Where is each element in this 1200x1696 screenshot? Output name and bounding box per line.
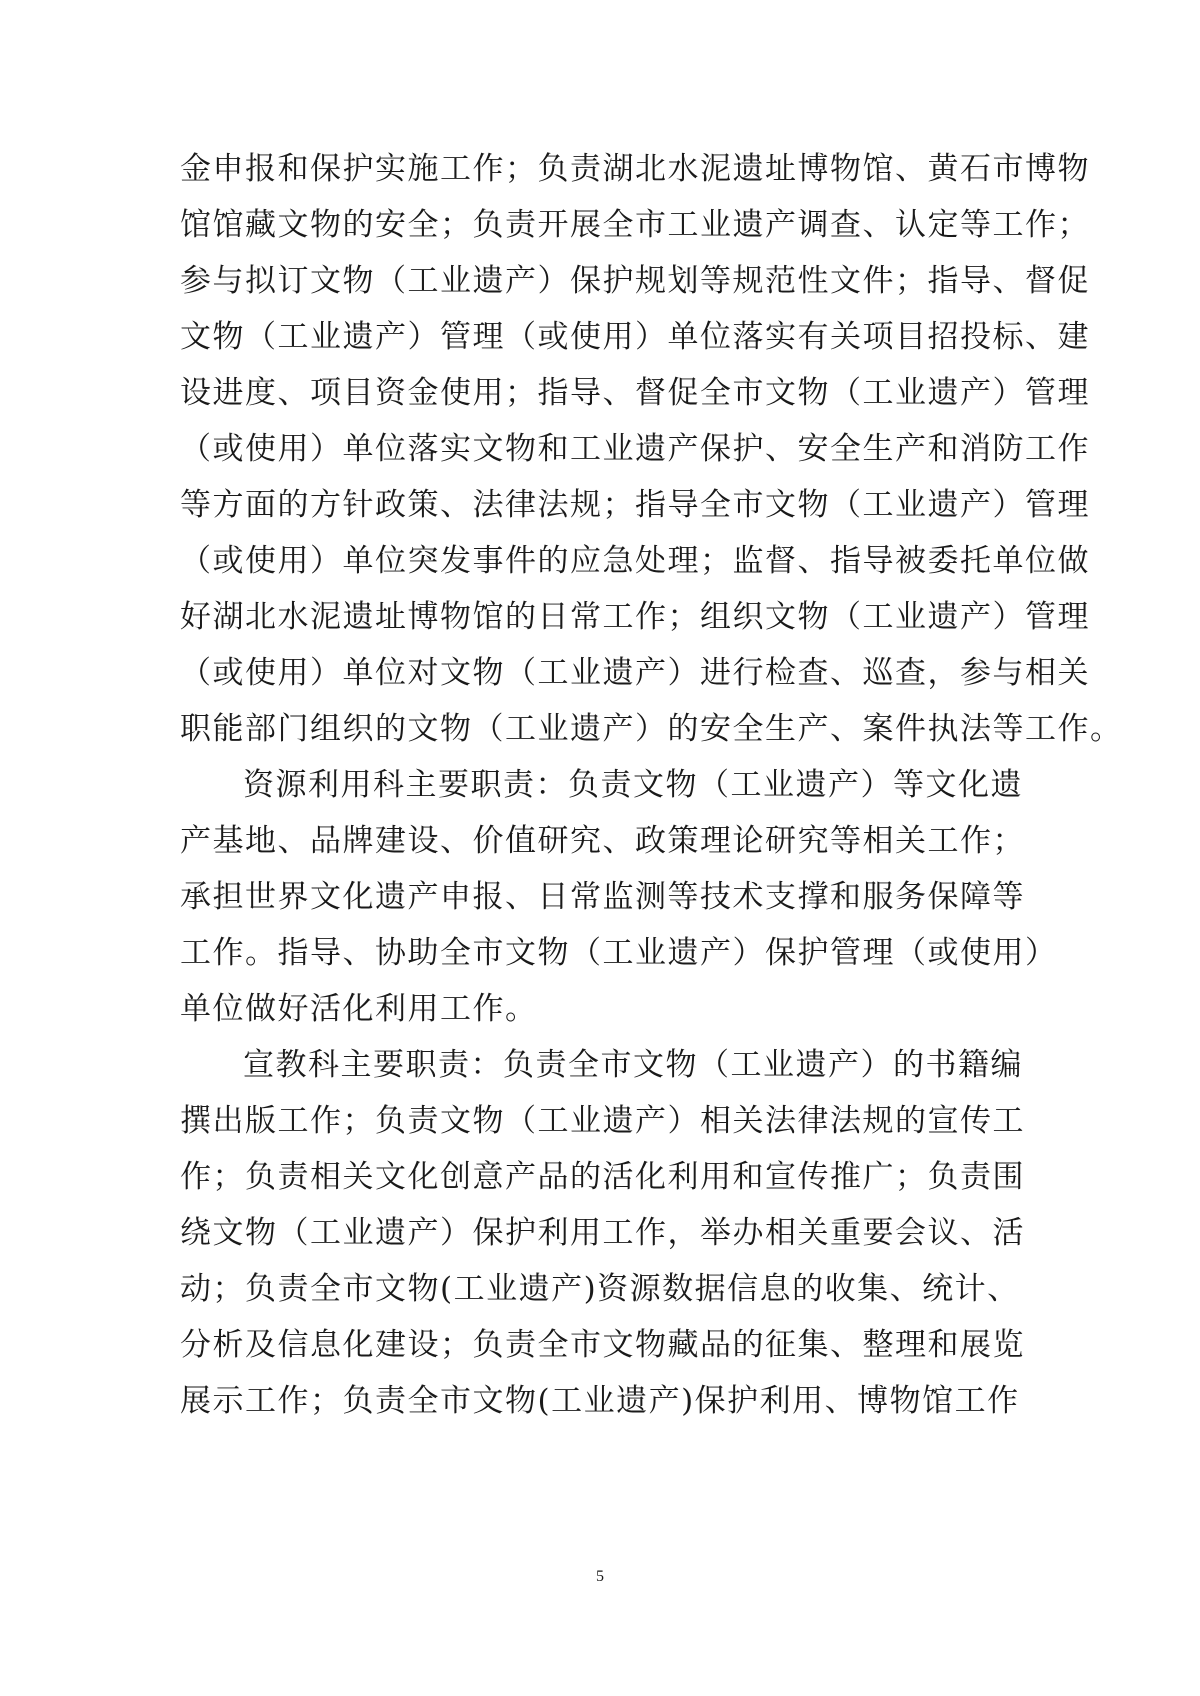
text-line: （或使用）单位突发事件的应急处理；监督、指导被委托单位做 — [180, 543, 1090, 579]
text-line: 馆馆藏文物的安全；负责开展全市工业遗产调查、认定等工作； — [180, 207, 1090, 243]
text-line: 分析及信息化建设；负责全市文物藏品的征集、整理和展览 — [180, 1327, 1025, 1363]
text-line: （或使用）单位对文物（工业遗产）进行检查、巡查，参与相关 — [180, 655, 1090, 691]
text-line: 绕文物（工业遗产）保护利用工作，举办相关重要会议、活 — [180, 1215, 1025, 1251]
text-line: 产基地、品牌建设、价值研究、政策理论研究等相关工作； — [180, 823, 1025, 859]
text-line: 好湖北水泥遗址博物馆的日常工作；组织文物（工业遗产）管理 — [180, 599, 1090, 635]
text-line: 单位做好活化利用工作。 — [180, 991, 538, 1027]
text-line: 承担世界文化遗产申报、日常监测等技术支撑和服务保障等 — [180, 879, 1025, 915]
text-line: 职能部门组织的文物（工业遗产）的安全生产、案件执法等工作。 — [180, 711, 1123, 747]
text-line: 文物（工业遗产）管理（或使用）单位落实有关项目招投标、建 — [180, 319, 1090, 355]
text-line: 宣教科主要职责：负责全市文物（工业遗产）的书籍编 — [243, 1047, 1023, 1083]
text-line: 金申报和保护实施工作；负责湖北水泥遗址博物馆、黄石市博物 — [180, 151, 1090, 187]
text-line: 展示工作；负责全市文物(工业遗产)保护利用、博物馆工作 — [180, 1383, 1020, 1419]
text-line: （或使用）单位落实文物和工业遗产保护、安全生产和消防工作 — [180, 431, 1090, 467]
text-line: 工作。指导、协助全市文物（工业遗产）保护管理（或使用） — [180, 935, 1058, 971]
text-line: 等方面的方针政策、法律法规；指导全市文物（工业遗产）管理 — [180, 487, 1090, 523]
text-line: 参与拟订文物（工业遗产）保护规划等规范性文件；指导、督促 — [180, 263, 1090, 299]
text-line: 设进度、项目资金使用；指导、督促全市文物（工业遗产）管理 — [180, 375, 1090, 411]
page-number: 5 — [596, 1568, 604, 1585]
text-line: 动；负责全市文物(工业遗产)资源数据信息的收集、统计、 — [180, 1271, 1020, 1307]
text-line: 撰出版工作；负责文物（工业遗产）相关法律法规的宣传工 — [180, 1103, 1025, 1139]
text-line: 作；负责相关文化创意产品的活化利用和宣传推广；负责围 — [180, 1159, 1025, 1195]
text-line: 资源利用科主要职责：负责文物（工业遗产）等文化遗 — [243, 767, 1023, 803]
